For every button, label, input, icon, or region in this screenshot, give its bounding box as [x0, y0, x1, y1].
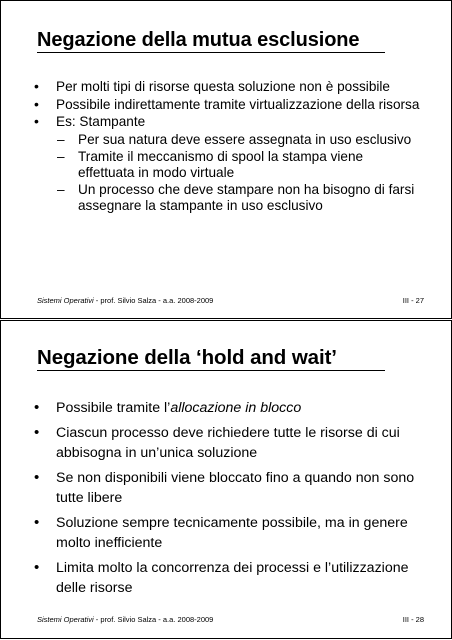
title-underline	[37, 370, 385, 371]
bullet-icon: •	[34, 113, 39, 129]
slide-footer	[37, 296, 213, 305]
bullet-item	[1, 114, 451, 130]
bullet-text: Soluzione sempre tecnicamente possibile, ma in genere molto inefficiente	[56, 514, 408, 551]
bullet-text: Per molti tipi di risorse questa soluzione non è possibile	[56, 79, 390, 94]
title-underline	[37, 52, 385, 53]
sub-bullet-text: Per sua natura deve essere assegnata in uso esclusivo	[78, 131, 412, 147]
bullet-icon: •	[34, 399, 40, 416]
bullet-text: Possibile indirettamente tramite virtualizzazione della risorsa	[56, 96, 420, 112]
bullet-text: Se non disponibili viene bloccato fino a quando non sono tutte libere	[56, 469, 415, 506]
dash-icon: –	[57, 182, 65, 197]
footer-course: Sistemi Operativi	[37, 296, 94, 305]
page-number: III - 28	[402, 615, 424, 624]
bullet-icon: •	[34, 423, 40, 441]
slide-27	[0, 0, 452, 319]
footer-author: - prof. Silvio Salza - a.a. 2008-2009	[95, 296, 214, 305]
footer-course: Sistemi Operativi	[37, 615, 94, 624]
slide-title: Negazione della ‘hold and wait’	[37, 346, 337, 369]
sub-bullet-text: Un processo che deve stampare non ha bisogno di farsi assegnare la stampante in uso esclusivo	[78, 182, 415, 213]
slide-28	[0, 320, 452, 639]
bullet-text-prefix: Possibile tramite l’	[56, 400, 171, 416]
sub-bullet-item	[1, 132, 451, 148]
slide-title: Negazione della mutua esclusione	[37, 29, 360, 51]
sub-bullet-text: Tramite il meccanismo di spool la stampa viene effettuata in modo virtuale	[78, 149, 364, 180]
bullet-icon: •	[34, 95, 39, 112]
sub-bullet-item	[1, 149, 451, 180]
page-number: III - 27	[402, 296, 424, 305]
bullet-text: Es: Stampante	[56, 114, 146, 129]
slide-content	[1, 398, 451, 603]
slide-content	[1, 79, 451, 215]
footer-author: - prof. Silvio Salza - a.a. 2008-2009	[95, 615, 214, 624]
bullet-item	[1, 97, 451, 113]
bullet-item	[1, 79, 451, 95]
bullet-item	[1, 513, 451, 554]
bullet-icon: •	[34, 558, 40, 576]
sub-bullet-item	[1, 182, 451, 213]
bullet-item	[1, 423, 451, 464]
bullet-text: Limita molto la concorrenza dei processi e l’utilizzazione delle risorse	[56, 559, 409, 596]
bullet-icon: •	[34, 468, 40, 486]
bullet-icon: •	[34, 78, 39, 94]
bullet-item	[1, 558, 451, 599]
bullet-text-emphasis: allocazione in blocco	[170, 400, 302, 416]
bullet-item	[1, 468, 451, 509]
dash-icon: –	[57, 131, 65, 147]
slide-footer	[37, 615, 213, 624]
bullet-text: Ciascun processo deve richiedere tutte le risorse di cui abbisogna in un’unica soluzione	[56, 424, 400, 461]
dash-icon: –	[57, 149, 65, 164]
bullet-icon: •	[34, 513, 40, 531]
bullet-item	[1, 398, 451, 419]
